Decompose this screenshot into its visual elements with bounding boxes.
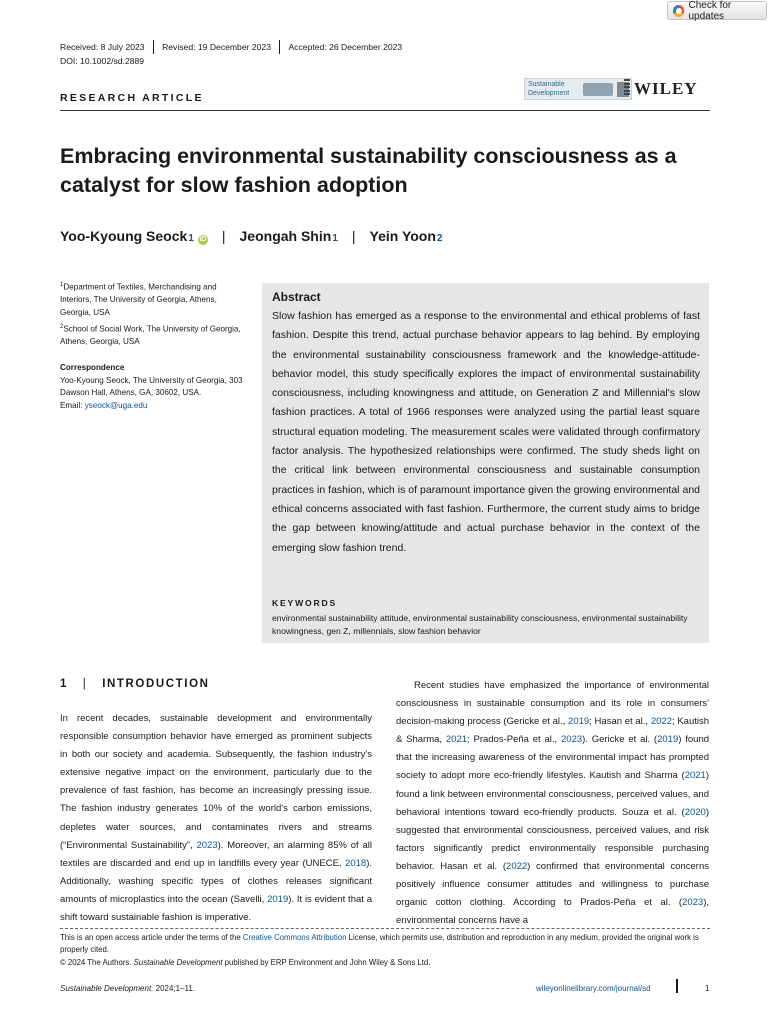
author-affiliation-sup[interactable]: 1 [188,233,194,244]
affiliation-text: Department of Textiles, Merchandising and Interiors, The University of Georgia, Athens, Georgia, USA [60,282,217,317]
text-run: © 2024 The Authors. [60,957,134,967]
section-separator: | [82,678,88,690]
author-separator: | [221,228,226,244]
citation-line [60,984,195,993]
text-run: ; Hasan et al., [589,716,651,728]
citation-link[interactable]: 2023 [561,734,583,746]
correspondence-heading: Correspondence [60,363,125,372]
author-name[interactable]: Yoo-Kyoung Seock [60,228,188,244]
divider [153,40,155,54]
text-run: 2024;1–11. [153,984,196,993]
text-run: License, which permits use, distribution and reproduction in any medium, provided the original work is properly cited. [60,933,699,955]
keywords-text: environmental sustainability attitude, environmental sustainability consciousness, environmental sustainability knowingness, gen Z, millennials, slow fashion behavior [272,613,688,636]
received-date: Received: 8 July 2023 [60,42,145,52]
affiliation-sup: 2 [60,324,64,330]
publisher-logo[interactable]: WILEY [634,79,698,98]
citation-link[interactable]: 2023 [682,897,704,909]
affiliation [60,279,250,319]
header-rule [60,110,710,111]
keywords-heading: KEYWORDS [272,598,338,608]
journal-logo-line2: Development [528,90,570,97]
citation-link[interactable]: 2023 [196,839,218,851]
journal-name: Sustainable Development. [60,984,154,993]
affiliation-sup: 1 [60,282,64,288]
text-run: In recent decades, sustainable development and environmentally responsible consumption behavior have emerged as prominent subjects in both our society and academia. Subsequently, the fashion industry's extensive negative impact on the environment, particularly due to the prevalence of fast fashion, has become an increasingly pressing issue. The fashion industry generates 10% of the world's carbon emissions, depletes water sources, and contaminates rivers and streams (“Environmental Sustainability”, [60,713,372,851]
text-run: ) confirmed that environmental concerns positively influence consumer attitudes and willingness to purchase organic cotton clothing. According to Prados-Peña et al. ( [396,860,709,909]
email-link[interactable]: yseock@uga.edu [84,400,148,410]
author-affiliation-sup[interactable]: 1 [332,233,338,244]
author-separator: | [351,228,356,244]
intro-paragraph-2 [396,677,709,930]
article-title: Embracing environmental sustainability consciousness as a catalyst for slow fashion adoption [60,144,677,197]
journal-cover-icon [583,83,613,96]
correspondence [60,362,250,412]
divider [279,40,281,54]
email-label: Email: [60,400,83,410]
license-link[interactable]: Creative Commons Attribution [242,933,347,942]
journal-logo[interactable] [524,78,632,100]
text-run: ; Prados-Peña et al., [467,734,562,746]
text-run: ). Additionally, washing specific types of clothes releases significant amounts of microplastics into the ocean (Savelli, [60,857,372,905]
affiliation-text: School of Social Work, The University of Georgia, Athens, Georgia, USA [60,324,241,347]
journal-logo-line1: Sustainable [528,81,565,88]
text-run: ) suggested that environmental consciousness, perceived values, and risk factors significantly predict environmentally responsible purchasing behavior. Hasan et al. ( [396,806,709,872]
text-run: ), environmental concerns have a [396,897,709,927]
divider [676,979,678,993]
abstract-text: Slow fashion has emerged as a response to the environmental and ethical problems of fast fashion. Despite this trend, actual purchase behavior appears to lag behind. By employing the environmental sustainability consciousness framework and the knowledge-attitude-behavior model, this study specifically explores the impact of environmental sustainability consciousness, including knowingness and attitude, on Generation Z and Millennial's slow fashion practices. A total of 1966 responses were analyzed using the partial least square structural equation modeling. The measurement scales were validated through confirmatory factor analysis. The hypothesized relationships were confirmed. The study sheds light on the critical link between environmental consciousness and sustainable consumption practices in fashion, which is of paramount importance given the growing environmental and ethical concerns associated with fast fashion. Furthermore, the current study aims to bridge the gap between knowing/attitude and actual purchase behavior in the context of the emerging slow fashion trend. [272,310,700,554]
correspondence-text: Yoo-Kyoung Seock, The University of Georgia, 303 Dawson Hall, Athens, GA, 30602, USA. [60,375,243,398]
section-heading [60,678,210,690]
text-run: ). Gericke et al. ( [582,734,658,746]
text-run: ; Kautish & Sharma, [396,716,710,746]
footnote-rule [60,928,710,929]
check-for-updates-button[interactable] [667,1,767,20]
section-number: 1 [60,678,68,690]
license-footnote [60,932,710,969]
section-title: INTRODUCTION [102,678,210,690]
article-dates [60,40,402,54]
citation-link[interactable]: 2021 [445,734,468,746]
citation-link[interactable]: 2021 [684,770,706,782]
text-run: Recent studies have emphasized the importance of environmental consciousness in sustainable consumption and its role in consumers' decision-making process (Gericke et al., [396,680,709,728]
text-run: This is an open access article under the terms of the [60,933,243,942]
text-run: ). It is evident that a shift toward sustainable fashion is imperative. [60,893,372,924]
author-affiliation-sup[interactable]: 2 [436,233,443,244]
author-name[interactable]: Jeongah Shin [239,228,332,244]
author-list [60,228,442,245]
journal-url-link[interactable]: wileyonlinelibrary.com/journal/sd [536,984,651,993]
citation-link[interactable]: 2022 [506,860,528,872]
text-run: ). Moreover, an alarming 85% of all textiles are discarded and end up in landfills every year (UNECE, [60,839,372,869]
citation-link[interactable]: 2022 [650,716,672,728]
text-run: published by ERP Environment and John Wiley & Sons Ltd. [222,957,431,967]
page-number: 1 [705,984,710,993]
text-run: ) found that the increasing awareness of the environmental impact has prompted society to adopt more eco-friendly lifestyles. Kautish and Sharma ( [396,734,710,782]
revised-date: Revised: 19 December 2023 [162,42,271,52]
wiley-bars-icon [624,79,630,99]
citation-link[interactable]: 2018 [345,857,367,869]
text-run: ) found a link between environmental consciousness, perceived values, and behavioral intentions toward eco-friendly products. Souza et al. ( [396,770,709,818]
crossmark-icon [673,5,684,17]
check-for-updates-label: Check for updates [688,0,732,22]
citation-link[interactable]: 2019 [267,893,289,905]
citation-link[interactable]: 2019 [657,734,679,746]
affiliation [60,321,250,349]
citation-link[interactable]: 2020 [684,806,706,818]
intro-paragraph-1 [60,710,372,927]
journal-name: Sustainable Development [133,957,223,967]
abstract-heading: Abstract [272,290,321,304]
author-name[interactable]: Yein Yoon [369,228,436,244]
doi[interactable]: DOI: 10.1002/sd.2889 [60,56,145,66]
article-type: RESEARCH ARTICLE [60,92,204,104]
citation-link[interactable]: 2019 [568,716,590,728]
accepted-date: Accepted: 26 December 2023 [288,42,403,52]
orcid-icon[interactable]: iD [199,236,207,243]
